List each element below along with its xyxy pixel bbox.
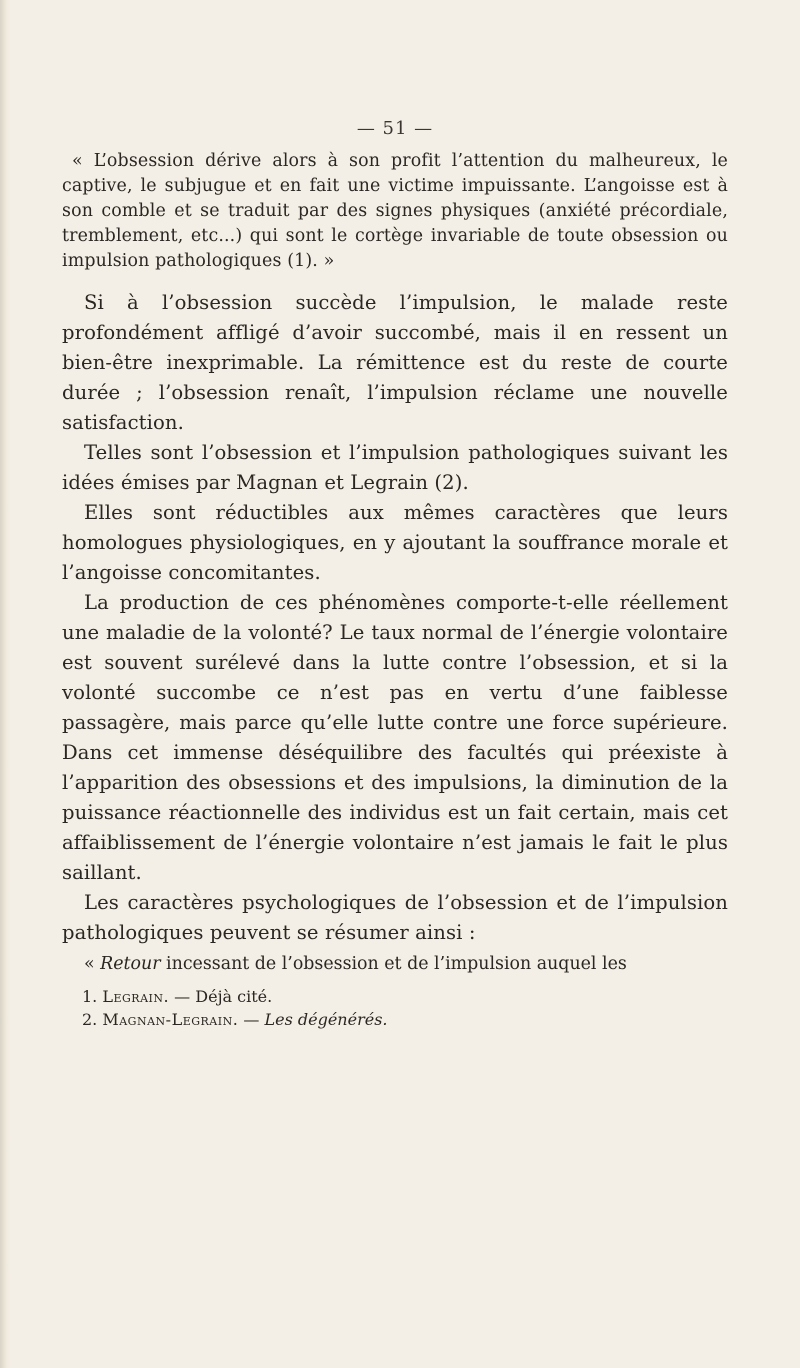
quote-text: incessant de l’obsession et de l’impulsion auquel les xyxy=(160,954,627,974)
footnote-number: 2. xyxy=(82,1010,98,1029)
footnote xyxy=(82,1008,728,1031)
continuing-quote-line xyxy=(62,952,728,977)
body-text xyxy=(62,288,728,948)
italic-word: Retour xyxy=(100,954,161,974)
footnote-separator: — xyxy=(238,1010,265,1029)
paragraph: La production de ces phénomènes comporte-t-elle réellement une maladie de la volonté? Le taux normal de l’énergie volontaire est souvent surélevé dans la lutte contre l’obsession, et si la volonté succombe ce n’est pas en vertu d’une faiblesse passagère, mais parce qu’elle lutte contre une force supérieure. Dans cet immense déséquilibre des facultés qui préexiste à l’apparition des obsessions et des impulsions, la diminution de la puissance réactionnelle des individus est un fait certain, mais cet affaiblissement de l’énergie volontaire n’est jamais le fait le plus saillant. xyxy=(62,591,728,884)
quote-open: « xyxy=(84,954,101,974)
book-page xyxy=(62,118,728,1031)
page-number: — 51 — xyxy=(356,118,434,139)
footnote-author: Magnan-Legrain. xyxy=(102,1010,239,1029)
paragraph: Telles sont l’obsession et l’impulsion pathologiques suivant les idées émises par Magnan et Legrain (2). xyxy=(62,441,728,494)
footnote-title: Les dégénérés. xyxy=(264,1010,388,1029)
paragraph: Elles sont réductibles aux mêmes caractères que leurs homologues physiologiques, en y ajoutant la souffrance morale et l’angoisse concomitantes. xyxy=(62,501,728,584)
footnote-number: 1. xyxy=(82,987,98,1006)
quotation-block xyxy=(62,149,728,274)
footnote-author: Legrain. xyxy=(102,987,170,1006)
page-edge xyxy=(0,0,10,1368)
paragraph: Les caractères psychologiques de l’obsession et de l’impulsion pathologiques peuvent se résumer ainsi : xyxy=(62,891,728,944)
footnote-text: Déjà cité. xyxy=(195,987,273,1006)
footnote xyxy=(82,985,728,1008)
paragraph: Si à l’obsession succède l’impulsion, le malade reste profondément affligé d’avoir succombé, mais il en ressent un bien-être inexprimable. La rémittence est du reste de courte durée ; l’obsession renaît, l’impulsion réclame une nouvelle satisfaction. xyxy=(62,291,728,434)
footnotes xyxy=(62,985,728,1031)
footnote-separator: — xyxy=(169,987,196,1006)
quote-paragraph: « L’obsession dérive alors à son profit l’attention du malheureux, le captive, le subjugue et en fait une victime impuissante. L’angoisse est à son comble et se traduit par des signes physiques (anxiété précordiale, tremblement, etc...) qui sont le cortège invariable de toute obsession ou impulsion pathologiques (1). » xyxy=(62,151,728,271)
